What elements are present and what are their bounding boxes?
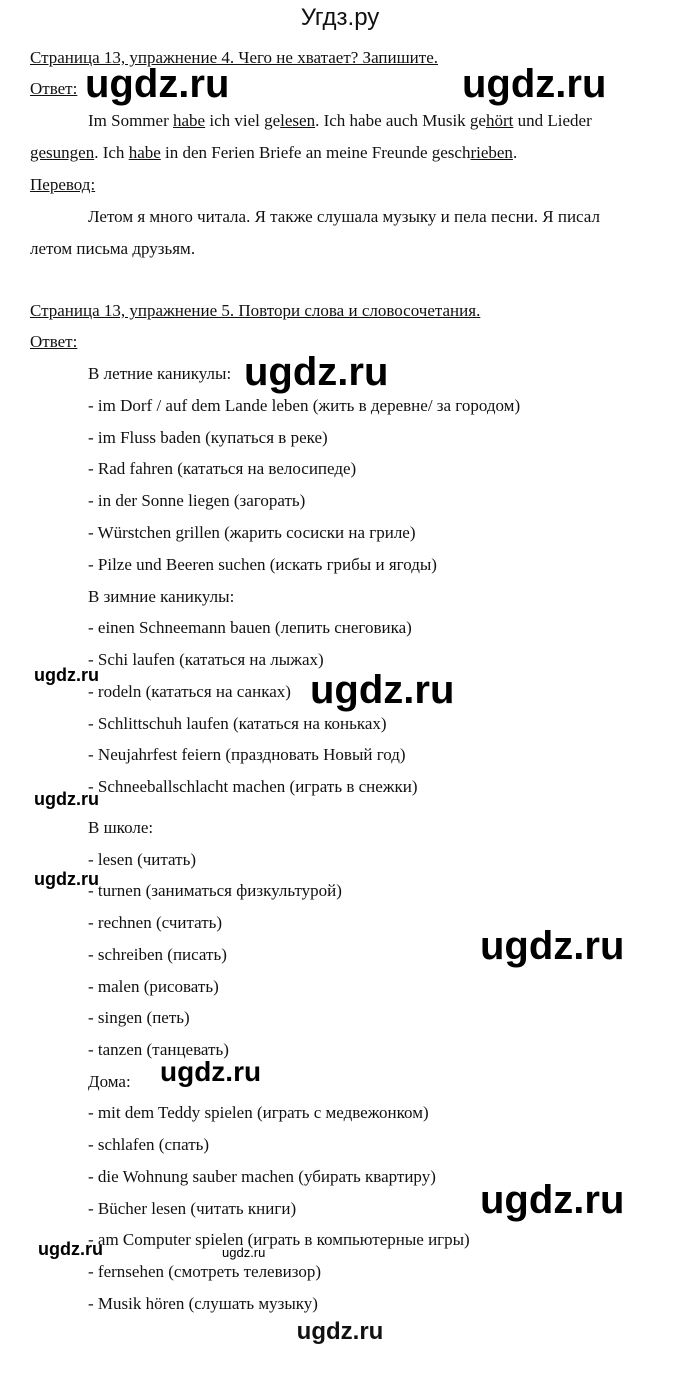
inserted-word: lesen	[280, 111, 316, 130]
exercise-4-heading: Страница 13, упражнение 4. Чего не хватает? Запишите.	[30, 48, 438, 67]
list-item: - tanzen (танцевать)	[88, 1040, 229, 1059]
inserted-word: rieben	[470, 143, 513, 162]
section-heading-winter: В зимние каникулы:	[88, 587, 235, 606]
watermark: ugdz.ru	[34, 665, 99, 685]
inserted-word: gesungen	[30, 143, 95, 162]
text-fragment: ich viel ge	[205, 111, 281, 130]
watermark: ugdz.ru	[462, 62, 607, 106]
watermark: ugdz.ru	[222, 1245, 266, 1260]
text-fragment: und Lieder	[513, 111, 592, 130]
list-item: - Schi laufen (кататься на лыжах)	[88, 650, 324, 669]
section-heading-summer: В летние каникулы:	[88, 364, 232, 383]
watermark: ugdz.ru	[160, 1056, 262, 1087]
list-item: - Musik hören (слушать музыку)	[88, 1294, 318, 1313]
list-item: - rechnen (считать)	[88, 913, 223, 932]
watermark: ugdz.ru	[34, 869, 99, 889]
exercise-5-heading: Страница 13, упражнение 5. Повтори слова и словосочетания.	[30, 301, 481, 320]
german-answer-line-1	[88, 110, 592, 132]
section-heading-school: В школе:	[88, 818, 154, 837]
exercise-4-answer-label: Ответ:	[30, 79, 78, 98]
list-item: - Schlittschuh laufen (кататься на коньках)	[88, 714, 387, 733]
list-item: - malen (рисовать)	[88, 977, 219, 996]
watermark: ugdz.ru	[85, 62, 230, 106]
inserted-word: hört	[485, 111, 514, 130]
list-item: - schlafen (спать)	[88, 1135, 210, 1154]
list-item: - die Wohnung sauber machen (убирать квартиру)	[88, 1167, 436, 1186]
watermark: ugdz.ru	[38, 1239, 103, 1259]
list-item: - Bücher lesen (читать книги)	[88, 1199, 297, 1218]
section-heading-home: Дома:	[88, 1072, 131, 1091]
list-item: - Rad fahren (кататься на велосипеде)	[88, 459, 357, 478]
translation-label: Перевод:	[30, 175, 96, 194]
inserted-word: habe	[173, 111, 206, 130]
text-fragment: in den Ferien Briefe an meine Freunde gesch	[160, 143, 471, 162]
list-item: - einen Schneemann bauen (лепить снеговика)	[88, 618, 412, 637]
translation-line-1: Летом я много читала. Я также слушала музыку и пела песни. Я писал	[88, 207, 600, 226]
watermark: ugdz.ru	[244, 350, 389, 394]
list-item: - in der Sonne liegen (загорать)	[88, 491, 306, 510]
site-title: Угдз.ру	[300, 4, 380, 31]
text-fragment: Im Sommer	[88, 111, 173, 130]
list-item: - rodeln (кататься на санках)	[88, 682, 291, 701]
list-item: - schreiben (писать)	[88, 945, 227, 964]
list-item: - Würstchen grillen (жарить сосиски на гриле)	[88, 523, 416, 542]
list-item: - Schneeballschlacht machen (играть в снежки)	[88, 777, 418, 796]
list-item: - mit dem Teddy spielen (играть с медвежонком)	[88, 1103, 429, 1122]
list-item: - Neujahrfest feiern (праздновать Новый год)	[88, 745, 406, 764]
list-item: - am Computer spielen (играть в компьютерные игры)	[88, 1230, 470, 1249]
footer-watermark: ugdz.ru	[296, 1318, 384, 1345]
german-answer-line-2	[30, 142, 517, 164]
exercise-5-answer-label: Ответ:	[30, 332, 78, 351]
inserted-word: habe	[128, 143, 161, 162]
watermark: ugdz.ru	[480, 924, 625, 968]
list-item: - im Fluss baden (купаться в реке)	[88, 428, 328, 447]
list-item: - singen (петь)	[88, 1008, 190, 1027]
text-fragment: . Ich habe auch Musik ge	[315, 111, 486, 130]
list-item: - turnen (заниматься физкультурой)	[88, 881, 342, 900]
list-item: - lesen (читать)	[88, 850, 196, 869]
list-item: - fernsehen (смотреть телевизор)	[88, 1262, 321, 1281]
list-item: - Pilze und Beeren suchen (искать грибы и ягоды)	[88, 555, 437, 574]
translation-line-2: летом письма друзьям.	[30, 239, 196, 258]
list-item: - im Dorf / auf dem Lande leben (жить в деревне/ за городом)	[88, 396, 521, 415]
watermark: ugdz.ru	[310, 668, 455, 712]
watermark: ugdz.ru	[480, 1178, 625, 1222]
text-fragment: .	[512, 143, 518, 162]
text-fragment: . Ich	[94, 143, 129, 162]
watermark: ugdz.ru	[34, 789, 99, 809]
